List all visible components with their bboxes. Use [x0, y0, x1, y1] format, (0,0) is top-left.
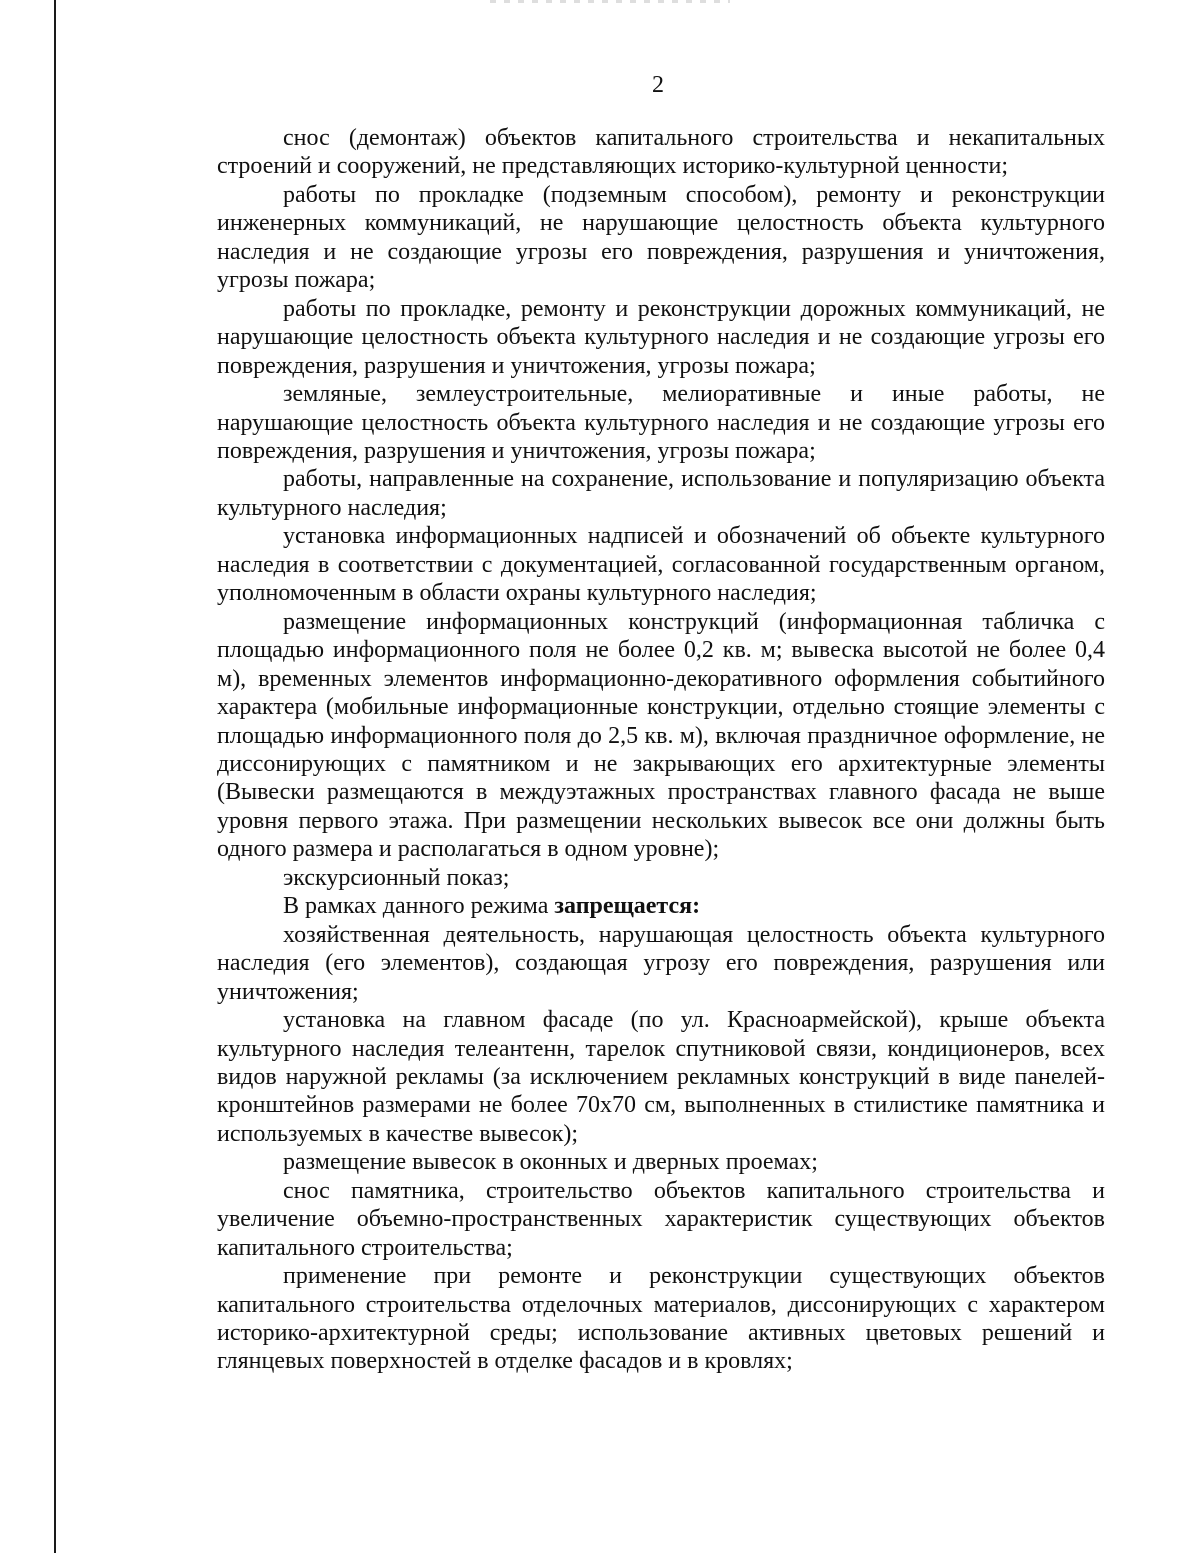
paragraph: экскурсионный показ;	[283, 864, 510, 891]
document-body	[217, 124, 1105, 1376]
prohibition-intro: В рамках данного режима	[283, 893, 555, 920]
paragraph: земляные, землеустроительные, мелиоративные и иные работы, не нарушающие целостность объекта культурного наследия и не создающие угрозы его повреждения, разрушения и уничтожения, угрозы пожара;	[217, 381, 1105, 464]
prohibited-paragraph: хозяйственная деятельность, нарушающая целостность объекта культурного наследия (его элементов), создающая угрозу его повреждения, разрушения или уничтожения;	[217, 921, 1105, 1005]
paragraph: установка информационных надписей и обозначений об объекте культурного наследия в соответствии с документацией, согласованной государственным органом, уполномоченным в области охраны культурного наследия;	[217, 523, 1105, 607]
paragraph: размещение информационных конструкций (информационная табличка с площадью информационного поля не более 0,2 кв. м; вывеска высотой не более 0,4 м), временных элементов информационно-декоративного оформления событийного характера (мобильные информационные конструкции, отдельно стоящие элементы с площадью информационного поля до 2,5 кв. м), включая праздничное оформление, не диссонирующих с памятником и не закрывающих его архитектурные элементы (Вывески размещаются в междуэтажных пространствах главного фасада не выше уровня первого этажа. При размещении нескольких вывесок все они должны быть одного размера и располагаться в одном уровне);	[217, 608, 1105, 863]
prohibition-heading	[217, 892, 1105, 920]
prohibition-keyword: запрещается:	[554, 893, 701, 920]
scan-edge-line	[54, 0, 56, 1553]
page-number: 2	[652, 72, 664, 98]
paragraph: работы по прокладке, ремонту и реконструкции дорожных коммуникаций, не нарушающие целостность объекта культурного наследия и не создающие угрозы его повреждения, разрушения и уничтожения, угрозы пожара;	[217, 295, 1105, 379]
prohibited-paragraph: установка на главном фасаде (по ул. Красноармейской), крыше объекта культурного наследия телеантенн, тарелок спутниковой связи, кондиционеров, всех видов наружной рекламы (за исключением рекламных конструкций в виде панелей-кронштейнов размерами не более 70х70 см, выполненных в стилистике памятника и используемых в качестве вывесок);	[217, 1007, 1105, 1147]
paragraph: работы по прокладке (подземным способом), ремонту и реконструкции инженерных коммуникаций, не нарушающие целостность объекта культурного наследия и не создающие угрозы его повреждения, разрушения и уничтожения, угрозы пожара;	[217, 181, 1105, 294]
scan-artifact	[490, 0, 730, 3]
prohibited-paragraph: применение при ремонте и реконструкции существующих объектов капитального строительства отделочных материалов, диссонирующих с характером историко-архитектурной среды; использование активных цветовых решений и глянцевых поверхностей в отделке фасадов и в кровлях;	[217, 1263, 1105, 1375]
prohibited-paragraph: размещение вывесок в оконных и дверных проемах;	[283, 1149, 818, 1176]
paragraph: снос (демонтаж) объектов капитального строительства и некапитальных строений и сооружений, не представляющих историко-культурной ценности;	[217, 125, 1105, 180]
prohibited-paragraph: снос памятника, строительство объектов капитального строительства и увеличение объемно-пространственных характеристик существующих объектов капитального строительства;	[217, 1177, 1105, 1261]
paragraph: работы, направленные на сохранение, использование и популяризацию объекта культурного наследия;	[217, 466, 1105, 521]
